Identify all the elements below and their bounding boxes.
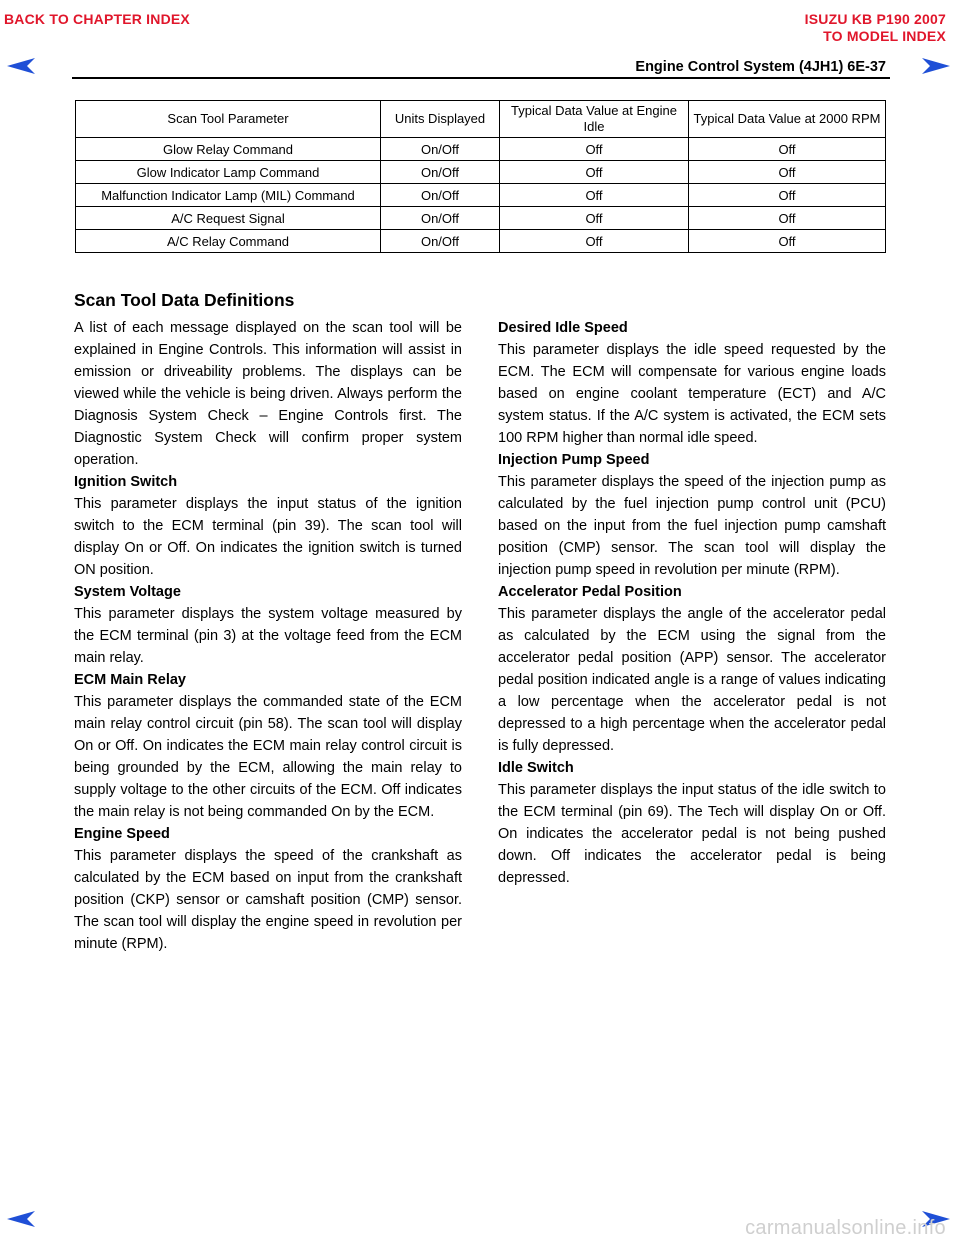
- definition-heading: Engine Speed: [74, 826, 170, 842]
- definition-heading: Accelerator Pedal Position: [498, 584, 682, 600]
- definition-text: This parameter displays the input status of the idle switch to the ECM terminal (pin 69). The Tech will display On or Off. On indicates the accelerator pedal is not being pushed down. Off indicates the accelerator pedal is being depressed.: [498, 782, 886, 886]
- table-cell: Off: [500, 230, 689, 253]
- right-column: [498, 317, 886, 889]
- table-cell: Glow Relay Command: [76, 138, 381, 161]
- column-header-idle: Typical Data Value at Engine Idle: [500, 101, 689, 138]
- back-to-chapter-index-link[interactable]: BACK TO CHAPTER INDEX: [4, 11, 190, 27]
- table-row: [76, 184, 886, 207]
- table-row: [76, 207, 886, 230]
- table-cell: Off: [689, 230, 886, 253]
- table-cell: On/Off: [381, 161, 500, 184]
- column-header-parameter: Scan Tool Parameter: [76, 101, 381, 138]
- previous-page-arrow-icon[interactable]: [5, 56, 39, 76]
- page-header-title: Engine Control System (4JH1) 6E-37: [635, 59, 886, 75]
- table-cell: Off: [500, 161, 689, 184]
- model-title-line: ISUZU KB P190 2007: [804, 11, 946, 27]
- definition-text: This parameter displays the system voltage measured by the ECM terminal (pin 3) at the voltage feed from the ECM main relay.: [74, 606, 462, 666]
- definition-heading: Injection Pump Speed: [498, 452, 650, 468]
- left-column: [74, 317, 462, 955]
- table-cell: Off: [500, 207, 689, 230]
- site-watermark: carmanualsonline.info: [745, 1217, 946, 1239]
- definition-heading: Idle Switch: [498, 760, 574, 776]
- table-cell: Off: [500, 138, 689, 161]
- table-cell: On/Off: [381, 138, 500, 161]
- to-model-index-line: TO MODEL INDEX: [823, 28, 946, 44]
- table-cell: Malfunction Indicator Lamp (MIL) Command: [76, 184, 381, 207]
- model-index-link[interactable]: [805, 11, 946, 45]
- table-cell: Off: [689, 207, 886, 230]
- table-cell: On/Off: [381, 207, 500, 230]
- table-row: [76, 230, 886, 253]
- previous-page-arrow-bottom-icon[interactable]: [5, 1209, 39, 1229]
- table-row: [76, 138, 886, 161]
- intro-paragraph: A list of each message displayed on the scan tool will be explained in Engine Controls. This information will assist in emission or driveability problems. The displays can be viewed while the vehicle is being driven. Always perform the Diagnosis System Check – Engine Controls first. The Diagnostic System Check will confirm proper system operation.: [74, 320, 462, 468]
- table-cell: Off: [689, 161, 886, 184]
- definition-heading: Desired Idle Speed: [498, 320, 628, 336]
- table-cell: Glow Indicator Lamp Command: [76, 161, 381, 184]
- column-header-units: Units Displayed: [381, 101, 500, 138]
- table-cell: On/Off: [381, 230, 500, 253]
- section-title: Scan Tool Data Definitions: [74, 290, 295, 310]
- definition-text: This parameter displays the angle of the accelerator pedal as calculated by the ECM using the signal from the accelerator pedal position (APP) sensor. The accelerator pedal position indicated angle is a range of values indicating a low percentage when the accelerator pedal is not depressed to a high percentage when the accelerator pedal is fully depressed.: [498, 606, 886, 754]
- definition-heading: System Voltage: [74, 584, 181, 600]
- next-page-arrow-icon[interactable]: [918, 56, 952, 76]
- table-cell: Off: [689, 184, 886, 207]
- table-row: [76, 161, 886, 184]
- table-cell: A/C Request Signal: [76, 207, 381, 230]
- scan-tool-parameter-table: [75, 100, 886, 253]
- table-header-row: [76, 101, 886, 138]
- table-cell: A/C Relay Command: [76, 230, 381, 253]
- definition-text: This parameter displays the commanded state of the ECM main relay control circuit (pin 58). The scan tool will display On or Off. On indicates the ECM main relay control circuit is being grounded by the ECM, allowing the main relay to supply voltage to the other circuits of the ECM. Off indicates the main relay is not being commanded On by the ECM.: [74, 694, 462, 820]
- definition-text: This parameter displays the speed of the injection pump as calculated by the fuel injection pump control unit (PCU) based on the input from the fuel injection pump camshaft position (CMP) sensor. The scan tool will display the injection pump speed in revolution per minute (RPM).: [498, 474, 886, 578]
- column-header-2000rpm: Typical Data Value at 2000 RPM: [689, 101, 886, 138]
- table-cell: On/Off: [381, 184, 500, 207]
- definition-text: This parameter displays the input status of the ignition switch to the ECM terminal (pin 39). The scan tool will display On or Off. On indicates the ignition switch is turned ON position.: [74, 496, 462, 578]
- table-cell: Off: [689, 138, 886, 161]
- table-cell: Off: [500, 184, 689, 207]
- definition-heading: ECM Main Relay: [74, 672, 186, 688]
- header-rule: [72, 77, 890, 79]
- definition-heading: Ignition Switch: [74, 474, 178, 490]
- definition-text: This parameter displays the idle speed requested by the ECM. The ECM will compensate for various engine loads based on engine coolant temperature (ECT) and A/C system status. If the A/C system is activated, the ECM sets 100 RPM higher than normal idle speed.: [498, 342, 886, 446]
- definition-text: This parameter displays the speed of the crankshaft as calculated by the ECM based on input from the crankshaft position (CKP) sensor or camshaft position (CMP) sensor. The scan tool will display the engine speed in revolution per minute (RPM).: [74, 848, 462, 952]
